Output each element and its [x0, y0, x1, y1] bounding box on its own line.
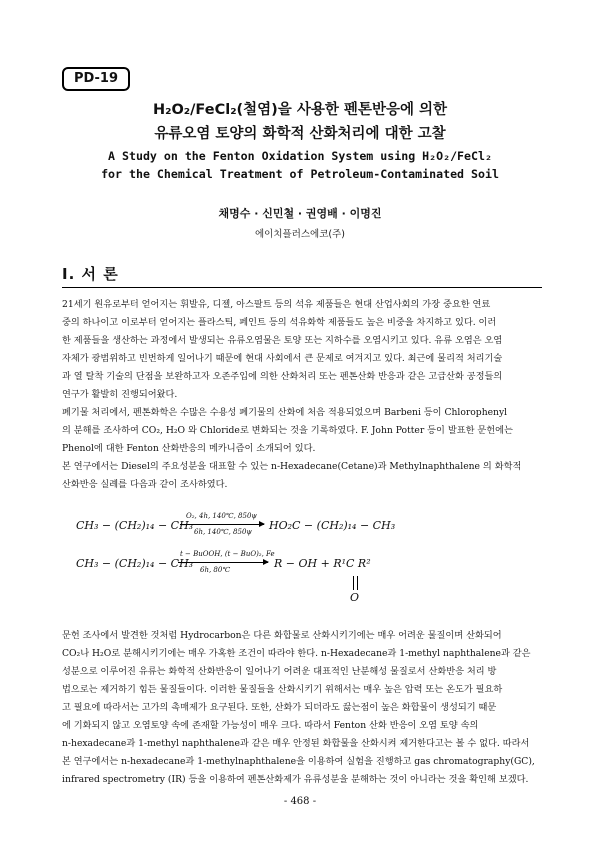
equation-2-condition-top: t − BuOOH, (t − BuO)₂, Fe: [180, 550, 275, 558]
intro-paragraphs: [62, 296, 546, 494]
text-line: 연구가 활발히 진행되어왔다.: [62, 389, 178, 400]
text-line: 문헌 조사에서 발견한 것처럼 Hydrocarbon은 다른 화합물로 산화시키기에는 매우 어려운 물질이며 산화되어: [62, 630, 502, 641]
paper-id-badge: PD-19: [62, 67, 130, 91]
text-line: 한 제품들을 생산하는 과정에서 발생되는 유류오염물은 토양 또는 지하수를 오염시키고 있다. 유류 오염은 오염: [62, 335, 503, 346]
text-line: 산화반응 실례를 다음과 같이 조사하였다.: [62, 479, 228, 490]
body-paragraphs: [62, 627, 546, 789]
section-heading: Ⅰ. 서 론: [62, 265, 119, 283]
text-line: 의 분해를 조사하여 CO₂, H₂O 와 Chloride로 변화되는 것을 기록하였다. F. John Potter 등이 발표한 문헌에는: [62, 425, 513, 436]
equation-2-products: R − OH + R¹C R²: [274, 557, 371, 570]
equation-2-reactant: CH₃ − (CH₂)₁₄ − CH₃: [76, 557, 194, 570]
reaction-arrow-icon: [180, 524, 264, 525]
text-line: 과 열 탈착 기술의 단점을 보완하고자 오존주입에 의한 산화처리 또는 펜톤산화 반응과 같은 고급산화 공정들의: [62, 371, 503, 382]
text-line: 고 필요에 따라서는 고가의 촉매제가 요구된다. 또한, 산화가 되더라도 끓는점이 높은 화합물이 생성되기 때문: [62, 702, 497, 713]
affiliation: 에이치플러스에코(주): [254, 229, 345, 240]
text-line: 법으로는 제거하기 힘든 물질들이다. 이러한 물질들을 산화시키기 위해서는 매우 높은 압력 또는 온도가 필요하: [62, 684, 503, 695]
text-line: CO₂나 H₂O로 분해시키기에는 매우 가혹한 조건이 따라야 한다. n-Hexadecane과 1-methyl naphthalene과 같은: [62, 648, 531, 659]
title-english-line-2: for the Chemical Treatment of Petroleum-Contaminated Soil: [101, 167, 499, 181]
equation-1-product: HO₂C − (CH₂)₁₄ − CH₃: [269, 519, 396, 532]
text-line: infrared spectrometry (IR) 등을 이용하여 펜톤산화제가 유류성분을 분해하는 것이 아니라는 것을 확인해 보겠다.: [62, 774, 529, 785]
author-list: 채명수 · 신민철 · 권영배 · 이명진: [218, 207, 382, 220]
text-line: 폐기물 처리에서, 펜톤화학은 수많은 수용성 폐기물의 산화에 처음 적용되었으며 Barbeni 등이 Chlorophenyl: [62, 407, 508, 418]
text-line: 본 연구에서는 n-hexadecane과 1-methylnaphthalene을 이용하여 실험을 진행하고 gas chromatography(GC),: [62, 756, 535, 767]
double-bond-icon: [353, 576, 358, 590]
equation-1-condition-top: O₂, 4h, 140℃, 850ψ: [186, 512, 257, 520]
title-korean-line-2: 유류오염 토양의 화학적 산화처리에 대한 고찰: [154, 126, 446, 142]
text-line: n-hexadecane과 1-methyl naphthalene과 같은 매우 안정된 화합물을 산화시켜 제거한다고는 볼 수 없다. 따라서: [62, 738, 530, 749]
text-line: Phenol에 대한 Fenton 산화반응의 메카니즘이 소개되어 있다.: [62, 443, 316, 454]
text-line: 21세기 원유로부터 얻어지는 휘발유, 디젤, 아스팔트 등의 석유 제품들은 현대 산업사회의 가장 중요한 연료: [62, 299, 491, 310]
title-english-line-1: A Study on the Fenton Oxidation System using H₂O₂/FeCl₂: [108, 149, 492, 163]
equation-1-condition-bottom: 6h, 140℃, 850ψ: [194, 528, 252, 536]
title-korean-line-1: H₂O₂/FeCl₂(철염)을 사용한 펜톤반응에 의한: [152, 102, 448, 118]
page-number: - 468 -: [283, 796, 317, 807]
text-line: 중의 하나이고 이로부터 얻어지는 플라스틱, 페인트 등의 석유화학 제품들도 높은 비중을 차지하고 있다. 이러: [62, 317, 497, 328]
text-line: 본 연구에서는 Diesel의 주요성분을 대표할 수 있는 n-Hexadecane(Cetane)과 Methylnaphthalene 의 화학적: [62, 461, 522, 472]
section-rule: [62, 287, 542, 288]
equation-1-reactant: CH₃ − (CH₂)₁₄ − CH₃: [76, 519, 194, 532]
equation-2-carbonyl-oxygen: O: [350, 591, 360, 604]
text-line: 에 기화되지 않고 오염토양 속에 존재할 가능성이 매우 크다. 따라서 Fenton 산화 반응이 오염 토양 속의: [62, 720, 479, 731]
equation-2-condition-bottom: 6h, 80℃: [200, 566, 231, 574]
reaction-arrow-icon: [178, 562, 268, 563]
text-line: 성분으로 이루어진 유류는 화학적 산화반응이 일어나기 어려운 대표적인 난분해성 물질로서 산화반응 처리 방: [62, 666, 497, 677]
text-line: 자체가 광범위하고 빈번하게 일어나기 때문에 현대 사회에서 큰 문제로 여겨지고 있다. 최근에 물리적 처리기술: [62, 353, 503, 364]
